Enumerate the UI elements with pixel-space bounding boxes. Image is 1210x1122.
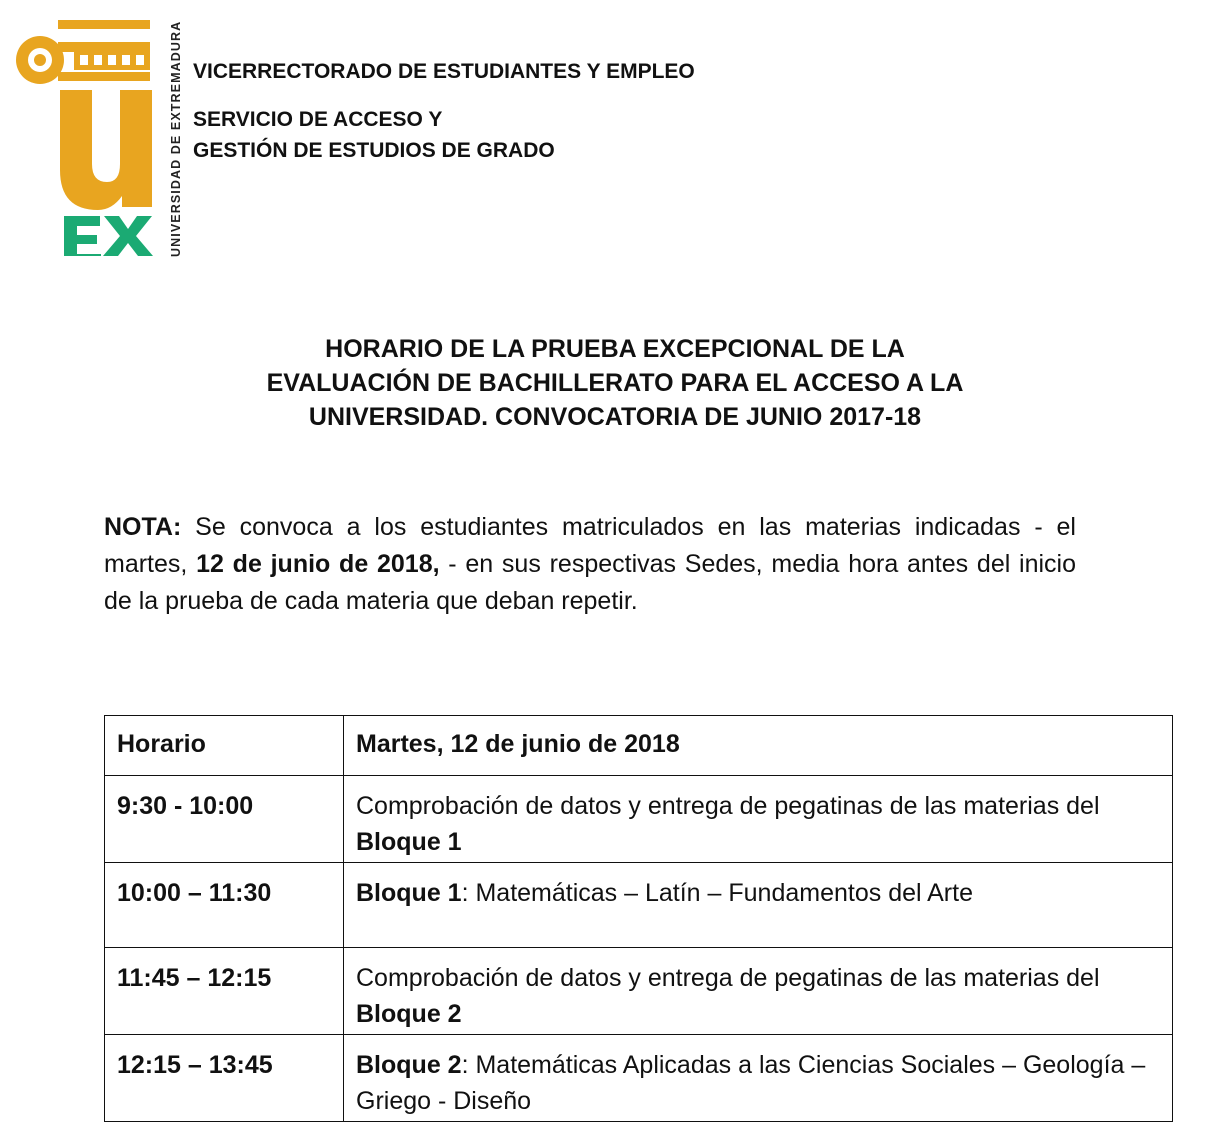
row-desc-bold: Bloque 2 <box>356 1051 462 1079</box>
title-line-2: EVALUACIÓN DE BACHILLERATO PARA EL ACCESO A LA <box>266 369 964 397</box>
nota-text-1: Se convoca a los estudiantes matriculados en las materias indicadas - el martes, <box>104 513 1076 578</box>
logo-letters-ex <box>64 216 153 256</box>
table-row <box>105 863 1173 948</box>
row-description <box>344 948 1173 1035</box>
table-row <box>105 948 1173 1035</box>
university-logo <box>8 14 188 262</box>
logo-echinus-top <box>58 42 150 52</box>
table-row <box>105 776 1173 863</box>
table-header-row <box>105 716 1173 776</box>
row-description <box>344 863 1173 948</box>
vicerrectorado-heading: VICERRECTORADO DE ESTUDIANTES Y EMPLEO <box>193 60 695 83</box>
logo-letter-u <box>60 90 152 210</box>
uex-logo-graphic <box>8 14 188 262</box>
logo-dentil <box>94 55 102 65</box>
row-desc-bold: Bloque 1 <box>356 879 462 907</box>
row-time: 10:00 – 11:30 <box>105 863 344 948</box>
logo-letter-x <box>103 216 153 256</box>
row-time: 11:45 – 12:15 <box>105 948 344 1035</box>
header-horario: Horario <box>105 716 344 776</box>
row-description <box>344 1035 1173 1122</box>
logo-capital-bar <box>58 20 150 29</box>
row-time: 12:15 – 13:45 <box>105 1035 344 1122</box>
logo-dentil <box>108 55 116 65</box>
row-desc-bold: Bloque 2 <box>356 1000 462 1028</box>
logo-dentil <box>80 55 88 65</box>
header-block <box>193 56 695 166</box>
servicio-heading-line1: SERVICIO DE ACCESO Y <box>193 108 443 131</box>
table-row <box>105 1035 1173 1122</box>
nota-date: 12 de junio de 2018, <box>196 550 440 578</box>
logo-volute-center <box>34 54 46 66</box>
document-title <box>120 332 1110 434</box>
row-time: 9:30 - 10:00 <box>105 776 344 863</box>
logo-dentil <box>122 55 130 65</box>
nota-paragraph <box>104 509 1076 620</box>
nota-text-2: - en sus respectivas Sedes, media hora antes del inicio de la prueba de cada materia que deban repetir. <box>104 550 1076 615</box>
schedule-table <box>104 715 1173 1122</box>
logo-vertical-text: UNIVERSIDAD DE EXTREMADURA <box>169 20 183 257</box>
row-desc-post: : Matemáticas – Latín – Fundamentos del Arte <box>461 879 973 907</box>
header-fecha: Martes, 12 de junio de 2018 <box>344 716 1173 776</box>
nota-label: NOTA: <box>104 513 182 541</box>
row-description <box>344 776 1173 863</box>
row-desc-bold: Bloque 1 <box>356 828 462 856</box>
logo-capital-base <box>58 72 150 81</box>
row-desc-post: : Matemáticas Aplicadas a las Ciencias Sociales – Geología – Griego - Diseño <box>356 1051 1146 1115</box>
logo-dentil <box>136 55 144 65</box>
servicio-heading-line2: GESTIÓN DE ESTUDIOS DE GRADO <box>193 139 555 162</box>
title-line-1: HORARIO DE LA PRUEBA EXCEPCIONAL DE LA <box>325 335 905 363</box>
row-desc-pre: Comprobación de datos y entrega de pegatinas de las materias del <box>356 964 1100 992</box>
logo-letter-e <box>64 216 101 256</box>
row-desc-pre: Comprobación de datos y entrega de pegatinas de las materias del <box>356 792 1100 820</box>
title-line-3: UNIVERSIDAD. CONVOCATORIA DE JUNIO 2017-18 <box>308 403 922 431</box>
